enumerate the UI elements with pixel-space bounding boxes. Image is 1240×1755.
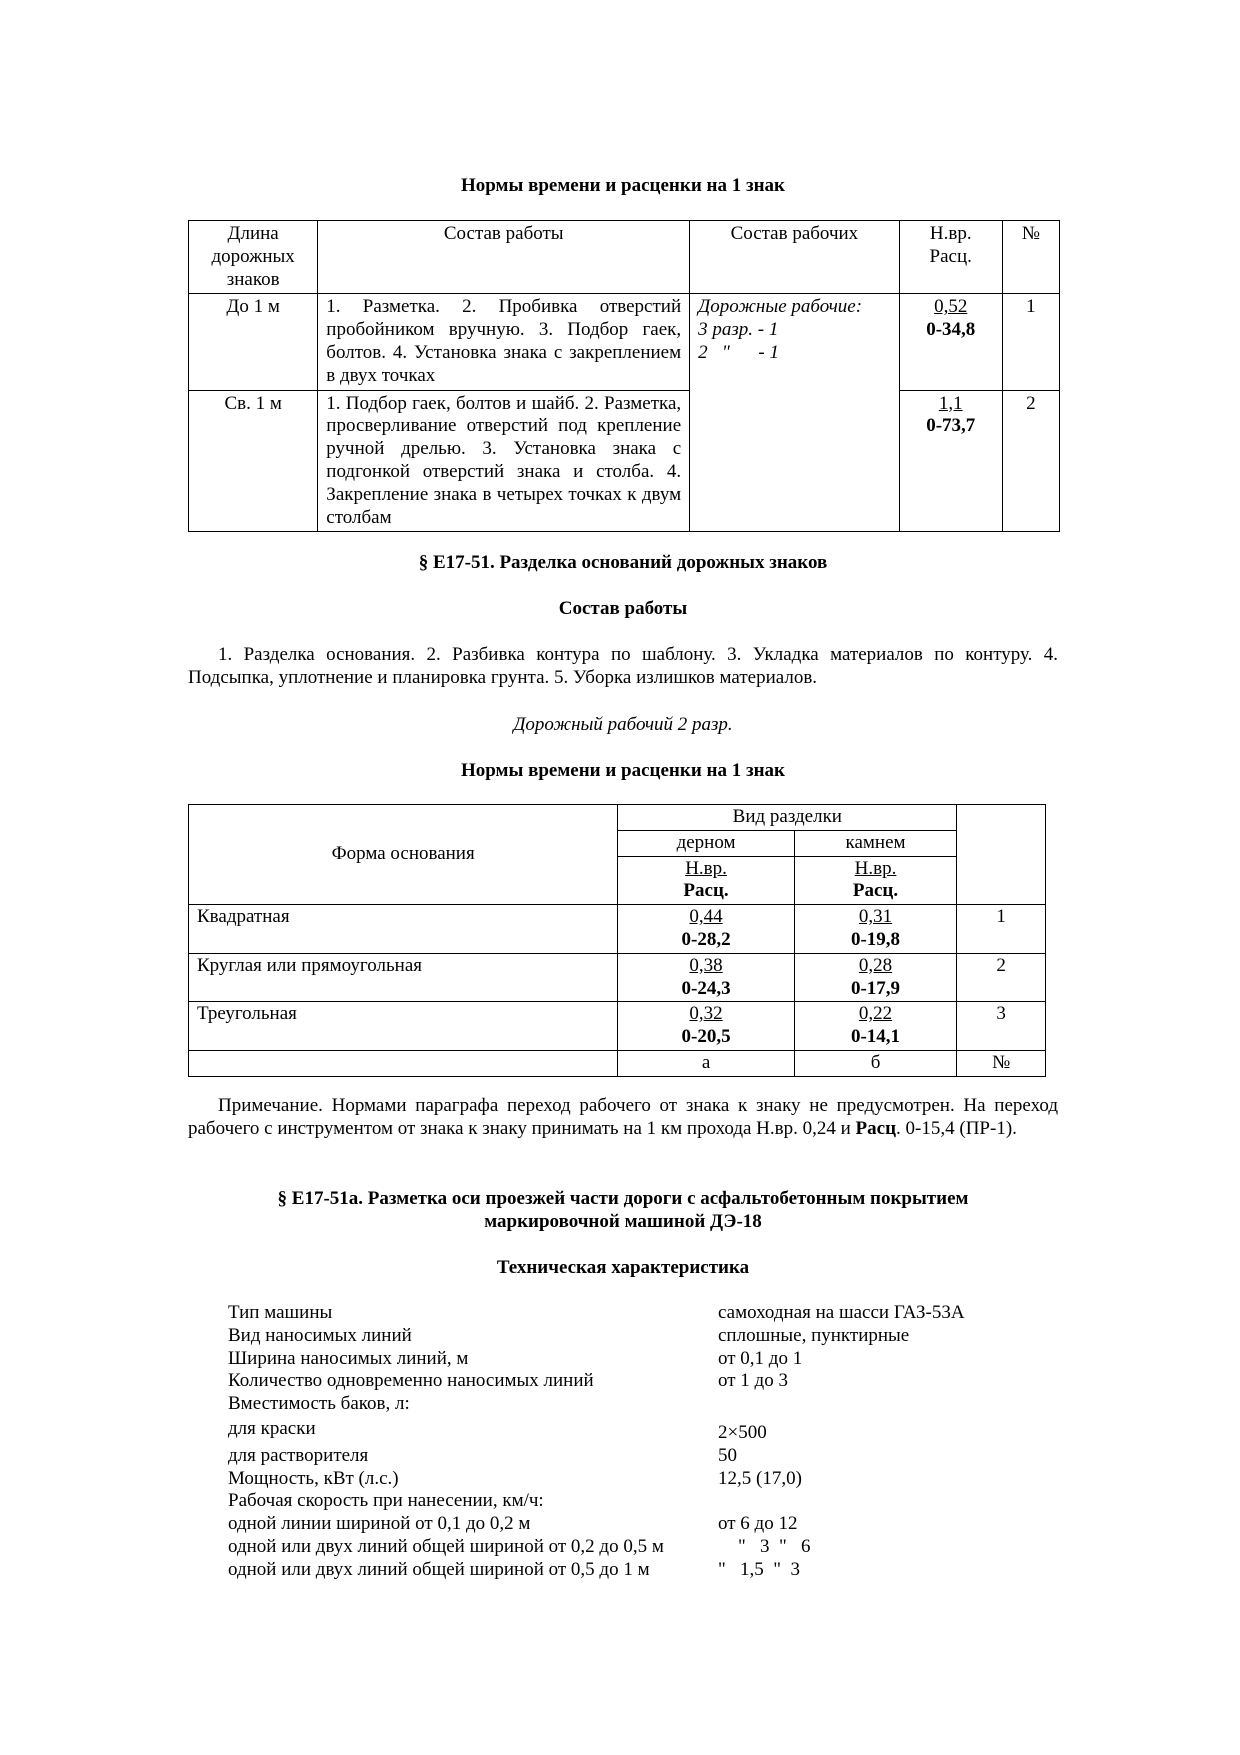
price-value: 0-14,1 — [850, 1026, 901, 1048]
spec-value — [718, 1393, 1008, 1416]
table-footer-row — [189, 1050, 1046, 1076]
spec-row — [228, 1536, 1008, 1559]
section-51a-title-line: маркировочной машиной ДЭ-18 — [484, 1210, 762, 1232]
spec-key: Ширина наносимых линий, м — [228, 1347, 469, 1369]
header-turf: дерном — [618, 830, 794, 856]
section-51-title: § Е17-51. Разделка оснований дорожных знаков — [418, 552, 828, 573]
price-value: 0-20,5 — [681, 1026, 731, 1048]
cell-work: 1. Разметка. 2. Пробивка отверстий пробойником вручную. 3. Подбор гаек, болтов. 4. Установка знака с закреплением в двух точках — [318, 294, 690, 390]
spec-key: Вместимость баков, л: — [228, 1393, 410, 1415]
cell-number: 1 — [1002, 294, 1059, 390]
footer-blank — [189, 1050, 618, 1076]
cell-work: 1. Подбор гаек, болтов и шайб. 2. Разметка, просверливание отверстий под крепление ручной дрелью. 3. Установка знака с подгонкой отверстий знака и столба. 4. Закрепление знака в четырех точках к двум столбам — [318, 390, 690, 532]
worker-line: Дорожный рабочий 2 разр. — [513, 714, 733, 735]
price-value: 0-19,8 — [850, 928, 901, 950]
header-stone-norm — [794, 856, 957, 905]
header-length-line: знаков — [226, 268, 280, 290]
spec-value: от 0,1 до 1 — [718, 1347, 803, 1369]
norm-value: 0,31 — [858, 906, 893, 928]
workers-line: 2 " - 1 — [698, 341, 779, 363]
spec-key: Вид наносимых линий — [228, 1324, 412, 1346]
spec-key: Мощность, кВт (л.с.) — [228, 1467, 399, 1489]
spec-value: самоходная на шасси ГАЗ-53А — [718, 1302, 965, 1323]
cell-stone — [794, 1002, 957, 1051]
header-stone: камнем — [794, 830, 957, 856]
tech-title: Техническая характеристика — [496, 1257, 750, 1278]
cell-number: 1 — [957, 905, 1046, 954]
spec-key: для краски — [228, 1417, 316, 1439]
spec-key: Тип машины — [228, 1302, 333, 1323]
header-workers: Состав рабочих — [690, 221, 899, 294]
note-text: Примечание. Нормами параграфа переход рабочего от знака к знаку не предусмотрен. На переход рабочего с инструментом от знака к знаку принимать на 1 км прохода Н.вр. 0,24 и — [188, 1095, 1058, 1139]
section-51a-title — [188, 1188, 1058, 1234]
price-value: 0-17,9 — [850, 977, 901, 999]
cell-form: Круглая или прямоугольная — [189, 953, 618, 1002]
norm-value: 0,38 — [689, 954, 723, 976]
cell-number: 2 — [1002, 390, 1059, 532]
composition-title: Состав работы — [558, 598, 688, 619]
norms-title-1: Нормы времени и расценки на 1 знак — [460, 175, 785, 196]
header-length-line: Длина — [227, 223, 279, 244]
header-turf-norm — [618, 856, 794, 905]
cell-norm — [899, 294, 1002, 390]
spec-row — [228, 1559, 1008, 1582]
norm-value: 0,44 — [689, 906, 723, 928]
workers-line: 3 разр. - 1 — [698, 319, 779, 341]
spec-value: 12,5 (17,0) — [718, 1467, 802, 1489]
spec-value: от 6 до 12 — [718, 1513, 798, 1535]
price-value: 0-73,7 — [926, 415, 976, 437]
cell-number: 3 — [957, 1002, 1046, 1051]
price-value: 0-24,3 — [681, 977, 731, 999]
norm-label: Н.вр. — [685, 857, 727, 879]
table-header-row — [189, 221, 1060, 294]
price-label: Расц. — [683, 880, 729, 902]
cell-length: До 1 м — [189, 294, 318, 390]
spec-key: для растворителя — [228, 1444, 369, 1466]
footer-a: а — [618, 1050, 794, 1076]
price-label: Расц. — [852, 880, 899, 902]
table-row — [189, 294, 1060, 390]
norm-value: 1,1 — [938, 392, 963, 414]
cell-form: Квадратная — [189, 905, 618, 954]
header-number-blank — [957, 805, 1046, 905]
cell-length: Св. 1 м — [189, 390, 318, 532]
norms-title-2: Нормы времени и расценки на 1 знак — [460, 760, 785, 781]
spec-value — [718, 1490, 1008, 1513]
header-kind: Вид разделки — [618, 805, 957, 831]
spec-key: Количество одновременно наносимых линий — [228, 1370, 594, 1392]
header-work: Состав работы — [318, 221, 690, 294]
spec-value: " 3 " 6 — [738, 1535, 811, 1557]
spec-row — [228, 1393, 1008, 1416]
spec-key: Рабочая скорость при нанесении, км/ч: — [228, 1490, 544, 1512]
spec-row — [228, 1348, 1008, 1371]
norm-label: Н.вр. — [854, 857, 897, 879]
spec-value: 50 — [718, 1444, 737, 1466]
spec-value: от 1 до 3 — [718, 1370, 788, 1392]
table-row — [189, 390, 1060, 532]
spec-row — [228, 1490, 1008, 1513]
spec-key: одной линии шириной от 0,1 до 0,2 м — [228, 1513, 531, 1535]
norm-value: 0,28 — [858, 954, 893, 976]
price-value: 0-28,2 — [681, 928, 731, 950]
section-51a-title-line: § Е17-51а. Разметка оси проезжей части дороги с асфальтобетонным покрытием — [277, 1188, 969, 1209]
price-value: 0-34,8 — [926, 319, 976, 341]
norm-value: 0,52 — [934, 296, 968, 318]
workers-line: Дорожные рабочие: — [698, 296, 863, 318]
cell-turf — [618, 953, 794, 1002]
cell-form: Треугольная — [189, 1002, 618, 1051]
norms-table-2 — [188, 804, 1046, 1077]
header-price-line: Расц. — [929, 245, 972, 267]
cell-norm — [899, 390, 1002, 532]
header-length — [189, 221, 318, 294]
spec-list — [228, 1302, 1008, 1582]
cell-stone — [794, 953, 957, 1002]
spec-key: одной или двух линий общей шириной от 0,2 до 0,5 м — [228, 1535, 664, 1557]
header-number: № — [1002, 221, 1059, 294]
note-bold-text: Расц — [855, 1117, 897, 1139]
footer-number: № — [957, 1050, 1046, 1076]
header-form: Форма основания — [189, 805, 618, 905]
cell-turf — [618, 1002, 794, 1051]
cell-stone — [794, 905, 957, 954]
spec-row — [228, 1445, 1008, 1468]
spec-row — [228, 1302, 1008, 1325]
table-header-row — [189, 805, 1046, 831]
table-row — [189, 953, 1046, 1002]
spec-row — [228, 1370, 1008, 1393]
norms-table-1 — [188, 220, 1060, 532]
spec-value: 2×500 — [718, 1421, 767, 1443]
spec-value: " 1,5 " 3 — [718, 1558, 801, 1580]
cell-workers — [690, 294, 899, 532]
note-text-end: . 0-15,4 (ПР-1). — [896, 1117, 1017, 1139]
header-length-line: дорожных — [211, 245, 295, 267]
table-row — [189, 905, 1046, 954]
spec-row — [228, 1513, 1008, 1536]
spec-row — [228, 1325, 1008, 1348]
spec-value: сплошные, пунктирные — [718, 1324, 910, 1346]
note-paragraph — [188, 1095, 1058, 1141]
cell-turf — [618, 905, 794, 954]
header-norm-line: Н.вр. — [929, 223, 972, 244]
norm-value: 0,22 — [858, 1003, 893, 1025]
footer-b: б — [794, 1050, 957, 1076]
spec-key: одной или двух линий общей шириной от 0,5 до 1 м — [228, 1558, 650, 1580]
spec-row — [228, 1468, 1008, 1491]
header-norm — [899, 221, 1002, 294]
composition-text: 1. Разделка основания. 2. Разбивка контура по шаблону. 3. Укладка материалов по контуру. 4. Подсыпка, уплотнение и планировка грунта. 5. Уборка излишков материалов. — [188, 644, 1058, 688]
spec-row — [228, 1416, 1008, 1445]
norm-value: 0,32 — [689, 1003, 723, 1025]
table-row — [189, 1002, 1046, 1051]
cell-number: 2 — [957, 953, 1046, 1002]
